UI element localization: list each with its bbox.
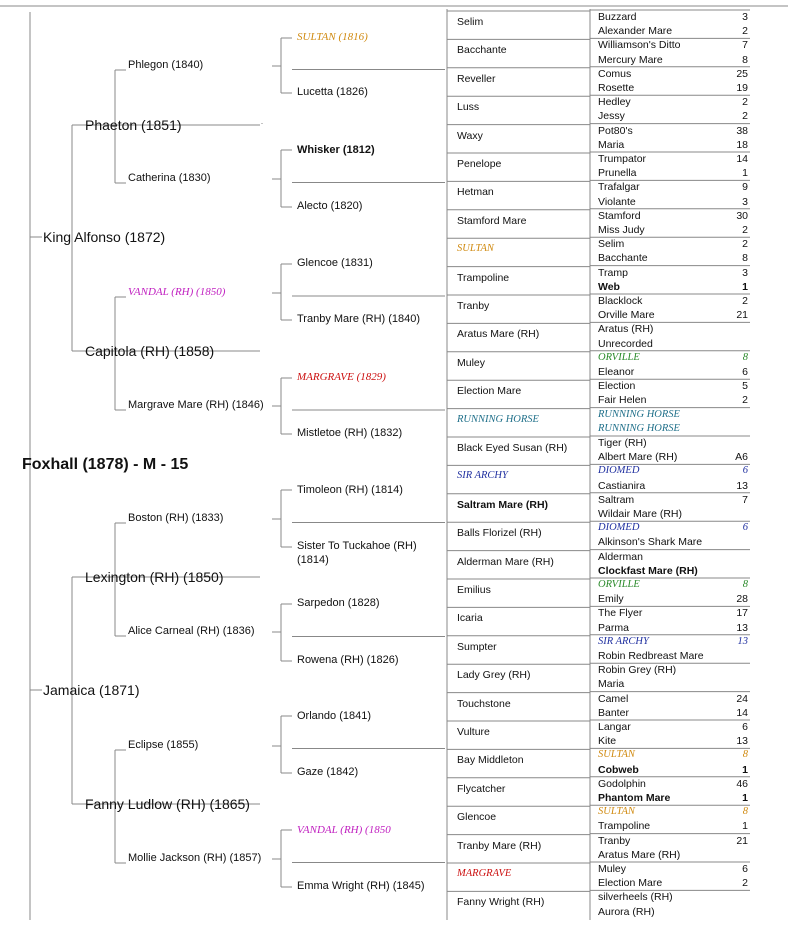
- gen6-count: 8: [742, 579, 748, 590]
- gen6-name: Mercury Mare: [598, 53, 663, 66]
- gen6-count: 24: [736, 692, 748, 705]
- gen6-count: A6: [735, 451, 748, 464]
- gen3-name: Phlegon (1840): [128, 59, 204, 71]
- gen6-name: Jessy: [598, 110, 625, 123]
- gen6-name: Robin Grey (RH): [598, 664, 677, 677]
- gen6-name: Castianira: [598, 479, 646, 492]
- gen6-name: Prunella: [598, 167, 637, 180]
- gen6-count: 30: [736, 209, 748, 222]
- gen3-name: Mollie Jackson (RH) (1857): [128, 852, 262, 864]
- gen6-name: Election: [598, 380, 636, 393]
- gen5-name: Muley: [457, 356, 486, 369]
- gen6-count: 1: [742, 763, 748, 776]
- gen4-name: Gaze (1842): [297, 766, 359, 778]
- gen6-name: Godolphin: [598, 777, 646, 790]
- gen6-count: 2: [742, 238, 748, 251]
- gen6-count: 2: [742, 295, 748, 307]
- gen5-name: Vulture: [457, 726, 490, 738]
- gen2-name: Capitola (RH) (1858): [85, 343, 215, 359]
- gen4-name: Emma Wright (RH) (1845): [297, 880, 425, 892]
- gen3-name: VANDAL (RH) (1850): [128, 286, 226, 298]
- gen6-name: Comus: [598, 67, 632, 80]
- gen5-name: SULTAN: [457, 243, 494, 255]
- gen6-name: SIR ARCHY: [598, 635, 649, 647]
- gen6-name: Williamson's Ditto: [598, 39, 681, 52]
- gen6-name: Trafalgar: [598, 181, 640, 194]
- gen5-name: Balls Florizel (RH): [457, 527, 542, 540]
- gen6-count: 8: [742, 806, 748, 818]
- gen3-name: Alice Carneal (RH) (1836): [128, 625, 255, 637]
- gen3-name: Boston (RH) (1833): [128, 512, 224, 524]
- gen6-name: silverheels (RH): [598, 891, 673, 904]
- gen6-name: SULTAN: [598, 749, 635, 761]
- gen6-name: Bacchante: [598, 252, 648, 265]
- gen5-name: Luss: [457, 101, 480, 114]
- gen6-name: Maria: [598, 678, 625, 691]
- gen6-name: RUNNING HORSE: [598, 422, 680, 434]
- gen6-count: 13: [736, 735, 748, 748]
- gen6-name: Orville Mare: [598, 309, 655, 322]
- gen6-name: Pot80's: [598, 124, 633, 137]
- gen5-name: SIR ARCHY: [457, 470, 508, 482]
- gen6-name: Robin Redbreast Mare: [598, 650, 704, 662]
- gen6-count: 6: [742, 465, 748, 477]
- gen5-name: Sumpter: [457, 640, 497, 653]
- gen5-name: Bay Middleton: [457, 754, 524, 767]
- gen4-name: Timoleon (RH) (1814): [297, 484, 403, 496]
- gen6-count: 2: [742, 110, 748, 123]
- gen6-name: Buzzard: [598, 11, 637, 23]
- gen6-name: The Flyer: [598, 607, 643, 620]
- gen6-count: 1: [742, 792, 748, 804]
- gen5-name: Glencoe: [457, 811, 497, 824]
- gen5-name: Penelope: [457, 158, 502, 170]
- gen2-name: Phaeton (1851): [85, 117, 182, 133]
- gen4-name: Sarpedon (1828): [297, 597, 380, 609]
- gen6-name: Selim: [598, 238, 625, 251]
- gen5-name: MARGRAVE: [457, 868, 512, 879]
- gen6-count: 21: [736, 834, 748, 847]
- gen2-name: Fanny Ludlow (RH) (1865): [85, 796, 250, 812]
- gen6-name: Alexander Mare: [598, 25, 673, 38]
- gen6-name: Eleanor: [598, 366, 635, 378]
- gen6-name: ORVILLE: [598, 579, 640, 590]
- gen6-count: 7: [742, 493, 748, 506]
- gen6-name: Albert Mare (RH): [598, 451, 678, 464]
- gen5-name: Waxy: [457, 129, 483, 142]
- gen4-name: Rowena (RH) (1826): [297, 654, 399, 666]
- gen6-count: 2: [742, 224, 748, 236]
- gen5-name: Black Eyed Susan (RH): [457, 442, 568, 454]
- gen5-name: Aratus Mare (RH): [457, 328, 540, 341]
- gen6-name: Violante: [598, 195, 636, 208]
- gen6-count: 6: [742, 721, 748, 733]
- gen6-name: Banter: [598, 706, 629, 719]
- gen5-name: Flycatcher: [457, 782, 506, 795]
- gen6-name: Election Mare: [598, 877, 663, 890]
- gen5-name: Reveller: [457, 72, 496, 85]
- gen6-count: 28: [736, 593, 748, 606]
- gen6-name: Alkinson's Shark Mare: [598, 536, 703, 549]
- gen6-count: 3: [742, 195, 748, 208]
- gen6-name: Rosette: [598, 82, 635, 94]
- gen6-name: Aratus Mare (RH): [598, 848, 681, 861]
- gen6-name: Tiger (RH): [598, 437, 647, 449]
- gen6-name: DIOMED: [598, 465, 640, 477]
- gen5-name: Tranby: [457, 300, 490, 312]
- gen6-name: Kite: [598, 735, 617, 748]
- gen5-name: Emilius: [457, 584, 491, 596]
- gen6-count: 13: [736, 621, 748, 634]
- gen5-name: Tranby Mare (RH): [457, 839, 542, 852]
- gen4-name: Orlando (1841): [297, 710, 371, 722]
- gen6-count: 9: [742, 181, 748, 194]
- gen6-count: 13: [737, 635, 748, 647]
- gen5-name: Touchstone: [457, 697, 511, 710]
- gen6-name: Maria: [598, 138, 625, 151]
- gen6-name: Wildair Mare (RH): [598, 508, 682, 520]
- gen6-name: Clockfast Mare (RH): [598, 564, 698, 577]
- subject-horse-title: Foxhall (1878) - M - 15: [22, 456, 189, 473]
- gen5-name: Hetman: [457, 186, 494, 199]
- gen4-name: Whisker (1812): [297, 144, 375, 156]
- gen5-name: Election Mare: [457, 385, 522, 398]
- gen4-name: (1814): [297, 554, 329, 566]
- gen6-name: Aurora (RH): [598, 905, 655, 918]
- gen4-name: Tranby Mare (RH) (1840): [297, 313, 421, 325]
- gen5-name: Trampoline: [457, 271, 510, 284]
- dam-name: Jamaica (1871): [43, 682, 140, 698]
- gen5-name: Bacchante: [457, 44, 507, 57]
- gen6-count: 3: [742, 11, 748, 23]
- sire-name: King Alfonso (1872): [43, 229, 166, 245]
- gen4-name: Alecto (1820): [297, 200, 363, 212]
- gen6-count: 8: [742, 749, 748, 761]
- gen6-count: 6: [742, 522, 748, 534]
- gen6-name: SULTAN: [598, 806, 635, 818]
- gen6-name: DIOMED: [598, 522, 640, 534]
- gen6-name: Hedley: [598, 96, 631, 109]
- gen6-count: 17: [736, 607, 748, 620]
- gen2-name: Lexington (RH) (1850): [85, 569, 224, 585]
- gen6-count: 25: [736, 67, 748, 80]
- gen6-count: 1: [742, 820, 748, 833]
- gen6-name: Miss Judy: [598, 224, 645, 236]
- gen6-name: Trumpator: [598, 153, 647, 165]
- gen6-name: Fair Helen: [598, 394, 647, 407]
- gen6-count: 19: [736, 82, 748, 94]
- gen5-name: Selim: [457, 16, 484, 28]
- gen6-count: 14: [736, 153, 748, 165]
- gen6-count: 8: [742, 53, 748, 66]
- gen6-name: Camel: [598, 692, 629, 705]
- gen6-name: Phantom Mare: [598, 792, 671, 804]
- gen6-count: 38: [736, 124, 748, 137]
- gen6-count: 8: [742, 252, 748, 265]
- gen6-name: Web: [598, 280, 620, 293]
- gen6-count: 2: [742, 394, 748, 407]
- gen4-name: Glencoe (1831): [297, 257, 373, 269]
- gen6-count: 6: [742, 366, 748, 378]
- gen4-name: MARGRAVE (1829): [297, 371, 386, 383]
- gen4-name: Mistletoe (RH) (1832): [297, 427, 403, 439]
- gen5-name: RUNNING HORSE: [457, 413, 539, 425]
- gen3-name: Catherina (1830): [128, 172, 211, 184]
- gen6-name: ORVILLE: [598, 351, 640, 363]
- gen3-name: Eclipse (1855): [128, 739, 199, 751]
- gen4-name: Lucetta (1826): [297, 86, 368, 98]
- gen6-name: Unrecorded: [598, 337, 653, 350]
- gen6-name: Parma: [598, 621, 629, 634]
- gen6-count: 2: [742, 25, 748, 38]
- gen6-count: 46: [736, 777, 748, 790]
- gen6-name: Blacklock: [598, 295, 643, 307]
- gen4-name: VANDAL (RH) (1850: [297, 824, 391, 836]
- gen5-name: Fanny Wright (RH): [457, 896, 545, 909]
- gen6-count: 8: [742, 351, 748, 363]
- gen6-count: 1: [742, 280, 748, 293]
- gen5-name: Stamford Mare: [457, 214, 527, 227]
- gen3-name: Margrave Mare (RH) (1846): [128, 399, 264, 411]
- gen6-name: Aratus (RH): [598, 323, 654, 336]
- gen6-count: 6: [742, 863, 748, 875]
- gen6-count: 13: [736, 479, 748, 492]
- gen6-name: Cobweb: [598, 763, 639, 776]
- gen6-name: Muley: [598, 863, 627, 875]
- gen6-count: 18: [736, 138, 748, 151]
- gen6-count: 21: [736, 309, 748, 322]
- gen5-name: Lady Grey (RH): [457, 669, 531, 682]
- gen6-name: Emily: [598, 593, 624, 606]
- gen6-name: Langar: [598, 721, 631, 733]
- gen4-name: Sister To Tuckahoe (RH): [297, 540, 417, 552]
- gen6-count: 2: [742, 96, 748, 109]
- gen6-name: Alderman: [598, 550, 643, 563]
- gen5-name: Saltram Mare (RH): [457, 498, 549, 511]
- gen6-name: Tramp: [598, 266, 628, 279]
- gen6-name: Trampoline: [598, 820, 651, 833]
- gen6-count: 14: [736, 706, 748, 719]
- gen6-name: Stamford: [598, 209, 641, 222]
- gen6-count: 1: [742, 167, 748, 180]
- gen6-count: 2: [742, 877, 748, 890]
- gen6-count: 5: [742, 380, 748, 393]
- gen6-count: 7: [742, 39, 748, 52]
- gen6-name: Saltram: [598, 493, 635, 506]
- gen4-name: SULTAN (1816): [297, 31, 368, 43]
- gen6-name: Tranby: [598, 834, 631, 847]
- gen6-name: RUNNING HORSE: [598, 408, 680, 420]
- gen5-name: Icaria: [457, 612, 483, 625]
- gen5-name: Alderman Mare (RH): [457, 555, 554, 568]
- gen6-count: 3: [742, 266, 748, 279]
